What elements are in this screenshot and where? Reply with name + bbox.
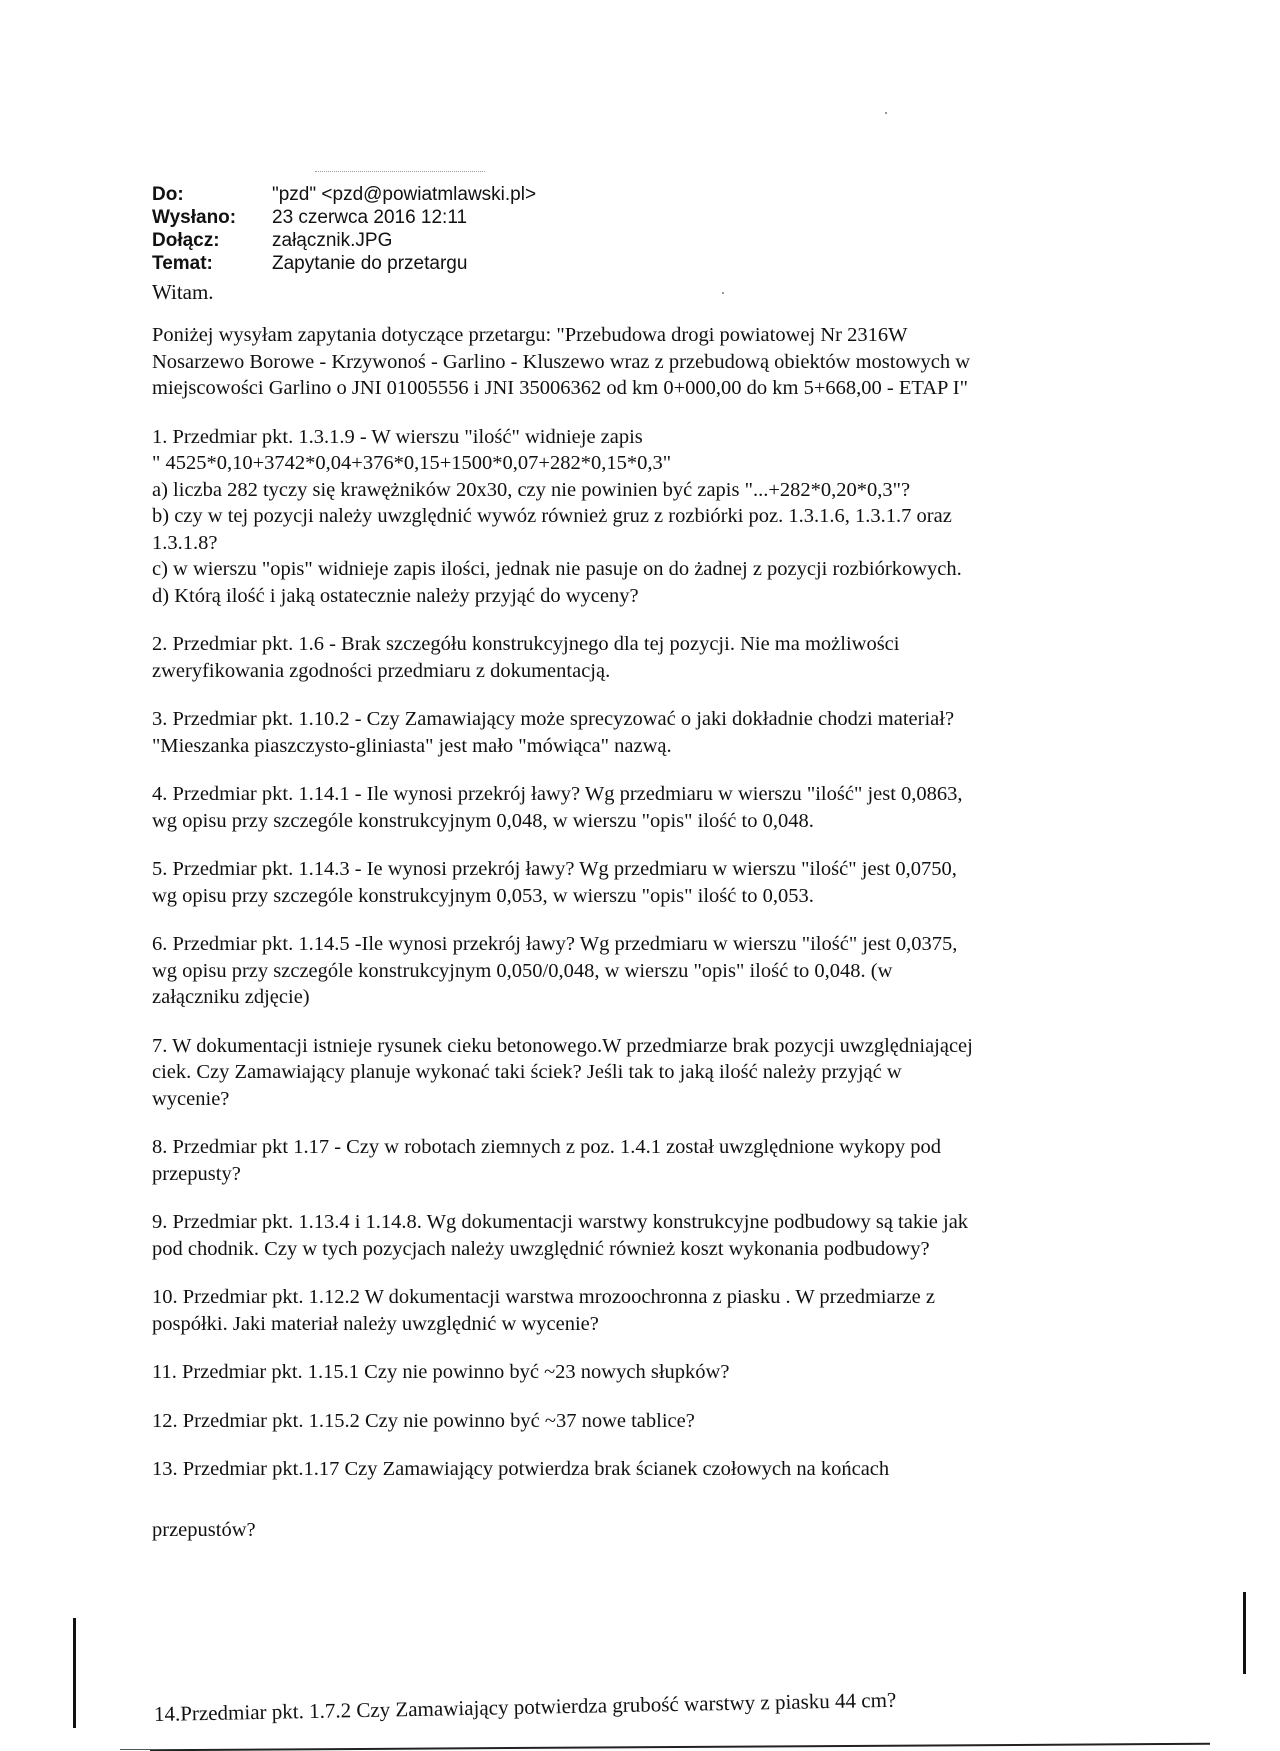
text-line: wg opisu przy szczególe konstrukcyjnym 0,048, w wierszu "opis" ilość to 0,048. bbox=[152, 809, 814, 832]
subject-label: Temat: bbox=[152, 253, 213, 274]
text-line: miejscowości Garlino o JNI 01005556 i JNI 35006362 od km 0+000,00 do km 5+668,00 - ETAP I" bbox=[152, 377, 969, 399]
header-sent-row bbox=[152, 206, 536, 229]
sent-value: 23 czerwca 2016 12:11 bbox=[272, 207, 468, 228]
text-line: zweryfikowania zgodności przedmiaru z dokumentacją. bbox=[152, 659, 611, 682]
question-7 bbox=[152, 1033, 1162, 1113]
text-line: " 4525*0,10+3742*0,04+376*0,15+1500*0,07+282*0,15*0,3" bbox=[152, 452, 672, 474]
text-line: pospółki. Jaki materiał należy uwzględnić w wycenie? bbox=[152, 1312, 599, 1335]
text-line: 5. Przedmiar pkt. 1.14.3 - Ie wynosi przekrój ławy? Wg przedmiaru w wierszu "ilość" jest 0,0750, bbox=[152, 858, 957, 880]
text-line: 1. Przedmiar pkt. 1.3.1.9 - W wierszu "ilość" widnieje zapis bbox=[152, 425, 643, 448]
scan-edge-mark-right bbox=[1243, 1592, 1246, 1674]
sent-label: Wysłano: bbox=[152, 207, 237, 228]
scan-speck bbox=[722, 292, 724, 294]
to-label: Do: bbox=[152, 184, 184, 205]
question-10 bbox=[152, 1284, 1162, 1337]
question-13 bbox=[152, 1456, 1162, 1543]
text-line: 7. W dokumentacji istnieje rysunek cieku betonowego.W przedmiarze brak pozycji uwzględniającej bbox=[152, 1034, 973, 1057]
text-line: wg opisu przy szczególe konstrukcyjnym 0,050/0,048, w wierszu "opis" ilość to 0,048. (w bbox=[152, 959, 893, 982]
question-6 bbox=[152, 931, 1162, 1011]
question-1 bbox=[152, 424, 1162, 610]
text-line: b) czy w tej pozycji należy uwzględnić wywóz również gruz z rozbiórki poz. 1.3.1.6, 1.3.1.7 oraz bbox=[152, 505, 952, 527]
text-line: 1.3.1.8? bbox=[152, 531, 218, 554]
email-header bbox=[152, 183, 536, 275]
text-line: 11. Przedmiar pkt. 1.15.1 Czy nie powinno być ~23 nowych słupków? bbox=[152, 1361, 730, 1383]
text-line: Nosarzewo Borowe - Krzywonoś - Garlino - Kluszewo wraz z przebudową obiektów mostowych w bbox=[152, 350, 971, 373]
scan-edge-mark-left bbox=[73, 1618, 76, 1728]
question-11 bbox=[152, 1359, 1162, 1386]
question-5 bbox=[152, 856, 1162, 909]
text-line: Poniżej wysyłam zapytania dotyczące przetargu: "Przebudowa drogi powiatowej Nr 2316W bbox=[152, 324, 908, 346]
text-line: c) w wierszu "opis" widnieje zapis ilości, jednak nie pasuje on do żadnej z pozycji rozbiórkowych. bbox=[152, 558, 962, 580]
question-14: 14.Przedmiar pkt. 1.7.2 Czy Zamawiający potwierdza grubość warstwy z piasku 44 cm? bbox=[153, 1687, 897, 1726]
text-line: 3. Przedmiar pkt. 1.10.2 - Czy Zamawiający może sprecyzować o jaki dokładnie chodzi materiał? bbox=[152, 708, 955, 730]
header-to-row bbox=[152, 183, 536, 206]
question-2 bbox=[152, 631, 1162, 684]
question-8 bbox=[152, 1134, 1162, 1187]
question-12 bbox=[152, 1408, 1162, 1435]
text-line: 2. Przedmiar pkt. 1.6 - Brak szczegółu konstrukcyjnego dla tej pozycji. Nie ma możliwości bbox=[152, 633, 900, 655]
text-line: przepusty? bbox=[152, 1162, 241, 1185]
question-3 bbox=[152, 706, 1162, 759]
text-line: załączniku zdjęcie) bbox=[152, 986, 310, 1008]
header-subject-row bbox=[152, 252, 536, 275]
subject-value: Zapytanie do przetargu bbox=[272, 253, 468, 274]
text-line: wg opisu przy szczególe konstrukcyjnym 0,053, w wierszu "opis" ilość to 0,053. bbox=[152, 884, 814, 907]
question-4 bbox=[152, 781, 1162, 834]
greeting: Witam. bbox=[152, 280, 214, 304]
header-attach-row bbox=[152, 229, 536, 252]
scan-speck bbox=[885, 112, 887, 114]
text-line: pod chodnik. Czy w tych pozycjach należy uwzględnić również koszt wykonania podbudowy? bbox=[152, 1237, 930, 1260]
text-line: 10. Przedmiar pkt. 1.12.2 W dokumentacji warstwa mrozoochronna z piasku . W przedmiarze z bbox=[152, 1286, 935, 1308]
text-line: 12. Przedmiar pkt. 1.15.2 Czy nie powinno być ~37 nowe tablice? bbox=[152, 1409, 695, 1432]
attach-value: załącznik.JPG bbox=[272, 230, 393, 251]
text-line: 9. Przedmiar pkt. 1.13.4 i 1.14.8. Wg dokumentacji warstwy konstrukcyjne podbudowy są takie jak bbox=[152, 1211, 969, 1233]
text-line: wycenie? bbox=[152, 1087, 230, 1110]
letter-body bbox=[152, 322, 1162, 1543]
text-line: 8. Przedmiar pkt 1.17 - Czy w robotach ziemnych z poz. 1.4.1 został uwzględnione wykopy pod bbox=[152, 1136, 942, 1158]
question-9 bbox=[152, 1209, 1162, 1262]
intro-paragraph bbox=[152, 322, 1162, 402]
text-line: "Mieszanka piaszczysto-gliniasta" jest mało "mówiąca" nazwą. bbox=[152, 734, 672, 757]
text-line: 6. Przedmiar pkt. 1.14.5 -Ile wynosi przekrój ławy? Wg przedmiaru w wierszu "ilość" jest 0,0375, bbox=[152, 933, 958, 955]
to-value: "pzd" <pzd@powiatmlawski.pl> bbox=[272, 184, 537, 205]
faint-scan-artifact bbox=[315, 171, 485, 173]
text-line: a) liczba 282 tyczy się krawężników 20x30, czy nie powinien być zapis "...+282*0,20*0,3"? bbox=[152, 478, 911, 501]
text-line: ciek. Czy Zamawiający planuje wykonać taki ściek? Jeśli tak to jaką ilość należy przyjąć w bbox=[152, 1061, 902, 1083]
text-line: przepustów? bbox=[152, 1518, 256, 1541]
attach-label: Dołącz: bbox=[152, 230, 220, 251]
text-line: d) Którą ilość i jaką ostatecznie należy przyjąć do wyceny? bbox=[152, 584, 639, 607]
text-line: 13. Przedmiar pkt.1.17 Czy Zamawiający potwierdza brak ścianek czołowych na końcach bbox=[152, 1458, 890, 1480]
text-line: 4. Przedmiar pkt. 1.14.1 - Ile wynosi przekrój ławy? Wg przedmiaru w wierszu "ilość" jest 0,0863, bbox=[152, 783, 963, 805]
